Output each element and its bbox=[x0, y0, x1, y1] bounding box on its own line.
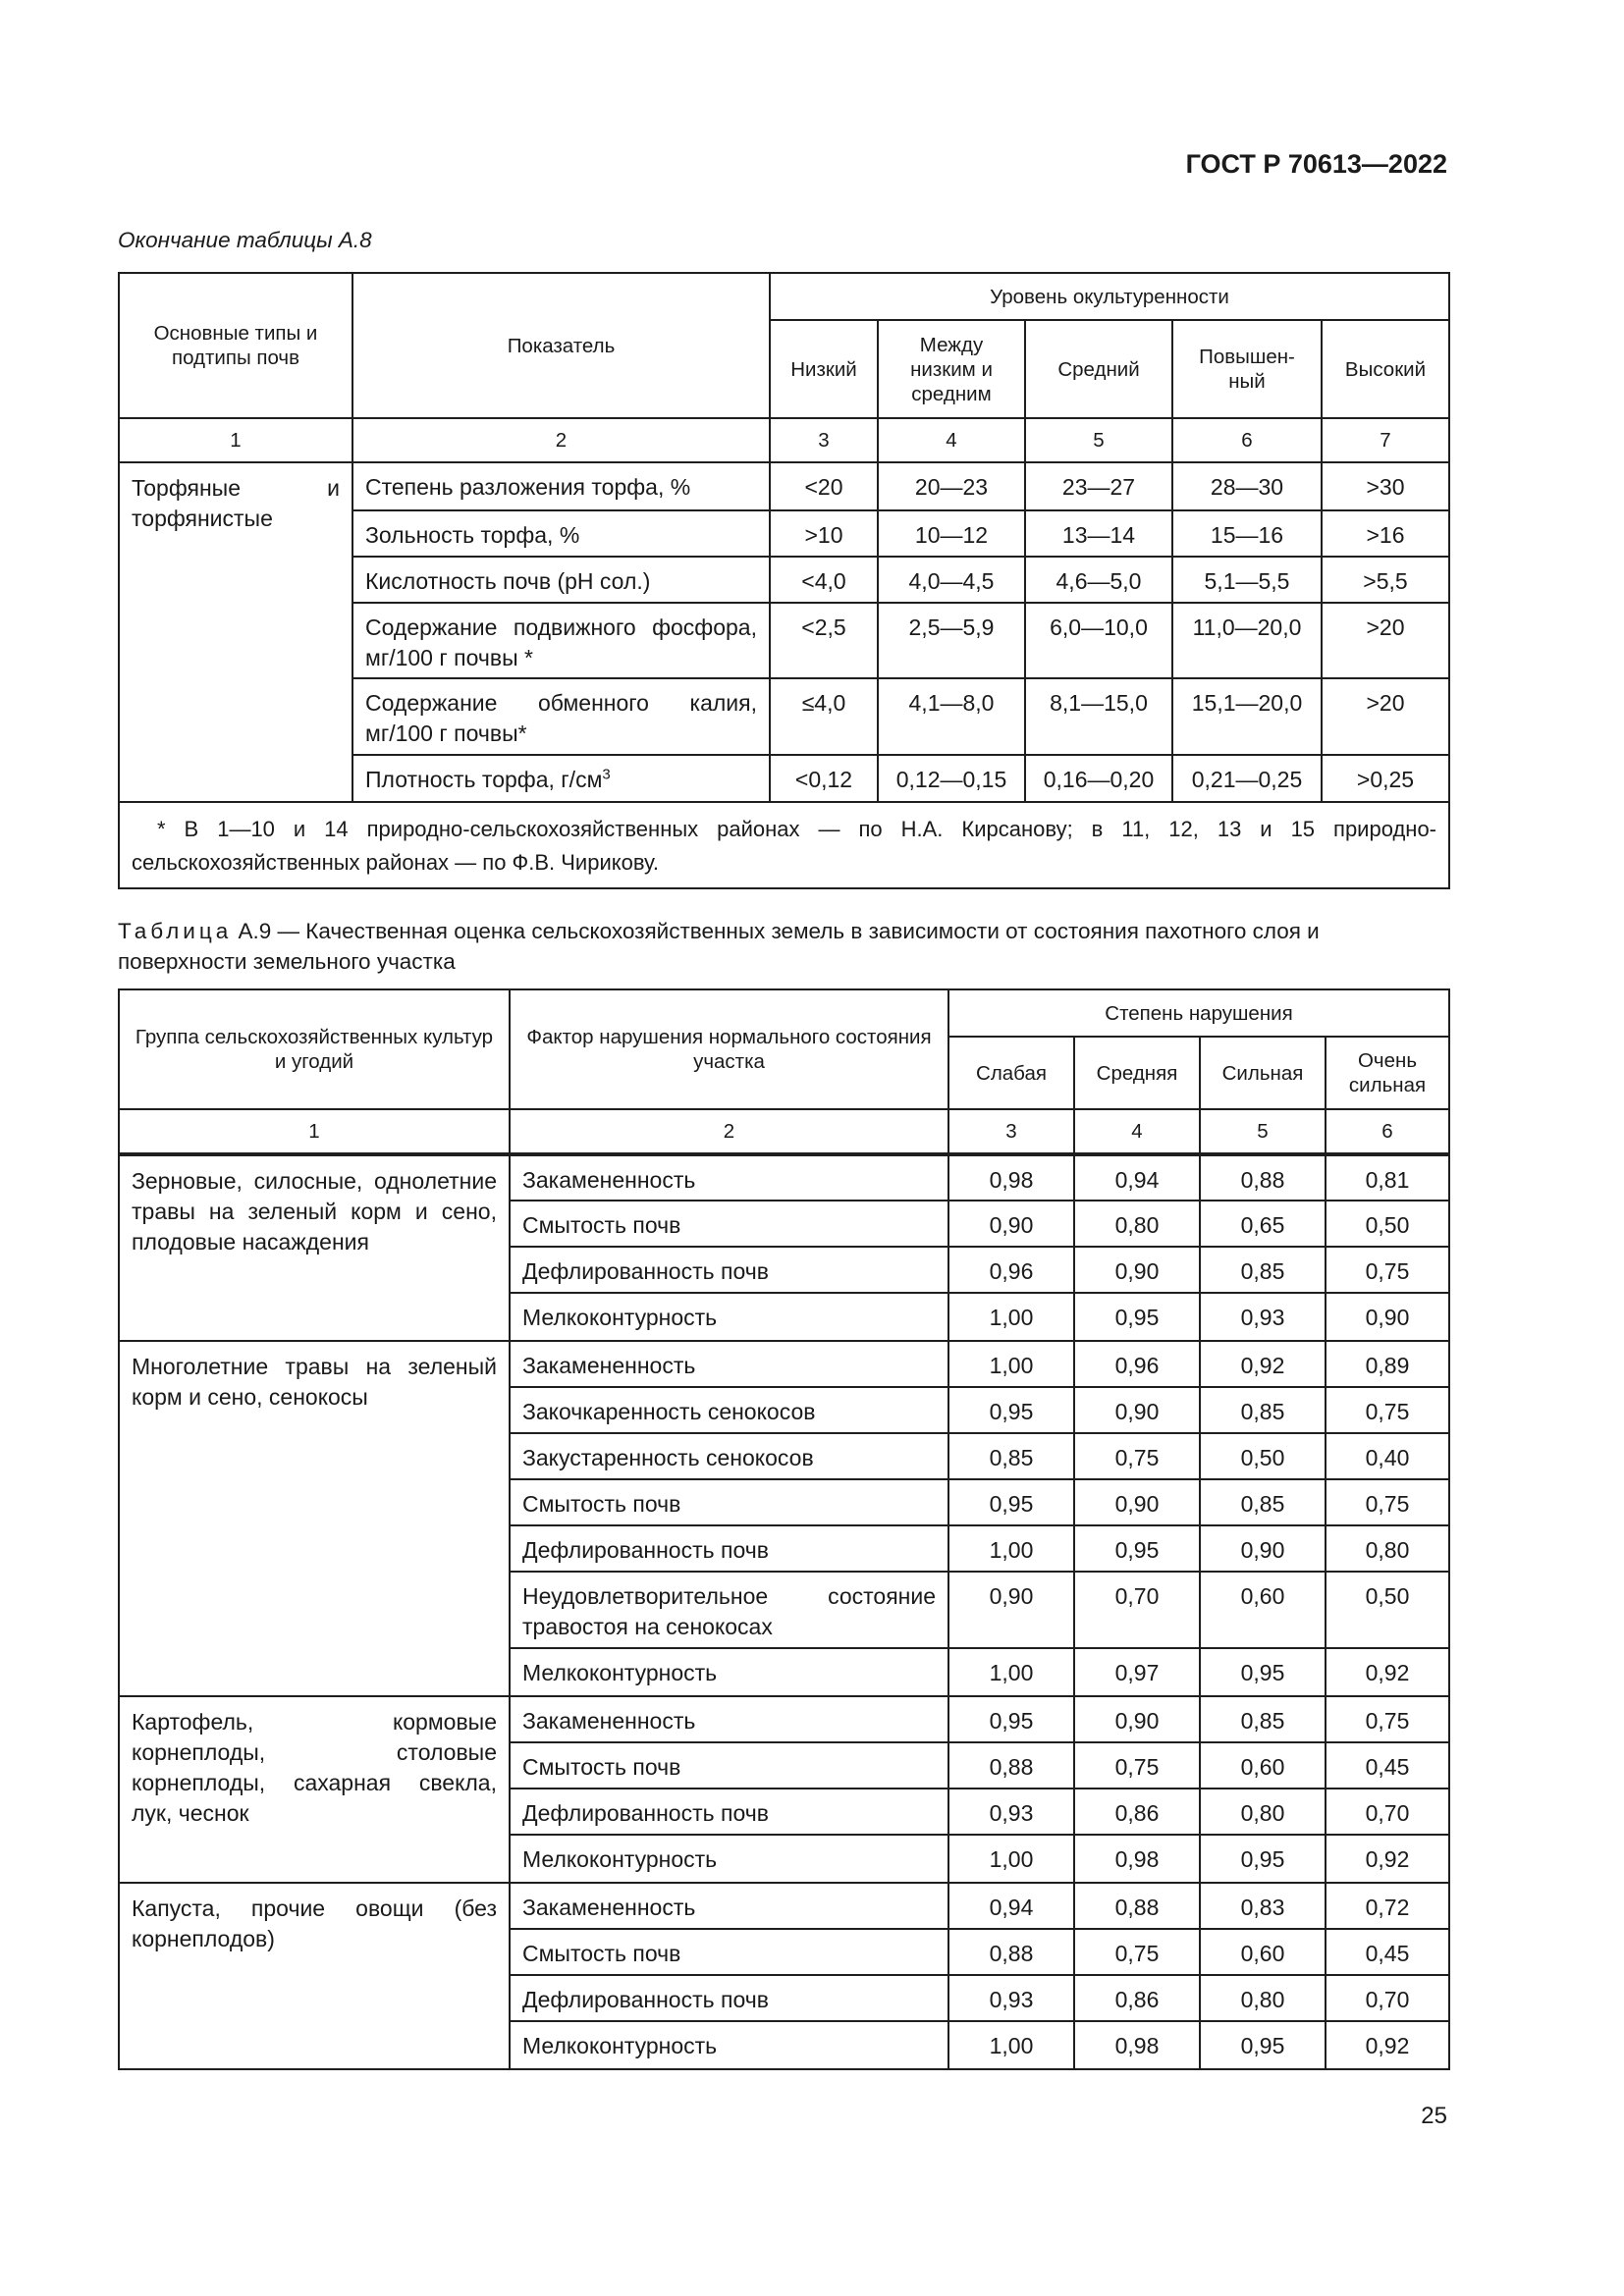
column-number: 2 bbox=[352, 418, 770, 462]
column-number: 2 bbox=[510, 1109, 948, 1154]
coefficient-cell: 0,70 bbox=[1074, 1572, 1200, 1648]
coefficient-cell: 0,75 bbox=[1326, 1696, 1449, 1742]
table-a9-caption bbox=[118, 916, 1443, 977]
indicator-cell bbox=[352, 462, 770, 510]
coefficient-cell: 0,94 bbox=[948, 1883, 1074, 1929]
table-a9-caption-label: Таблица bbox=[118, 919, 233, 943]
coefficient-cell: 0,95 bbox=[1074, 1293, 1200, 1341]
coefficient-cell: 0,70 bbox=[1326, 1975, 1449, 2021]
column-number: 6 bbox=[1326, 1109, 1449, 1154]
violation-factor-cell: Мелкоконтурность bbox=[510, 1648, 948, 1696]
value-cell: >30 bbox=[1322, 462, 1449, 510]
soil-type-label: Торфяные и торфянистые bbox=[132, 475, 340, 531]
indicator-label: Зольность торфа, % bbox=[365, 522, 580, 548]
coefficient-cell: 0,94 bbox=[1074, 1154, 1200, 1201]
coefficient-cell: 0,75 bbox=[1326, 1247, 1449, 1293]
header-level-low: Низкий bbox=[770, 320, 878, 418]
coefficient-cell: 1,00 bbox=[948, 1293, 1074, 1341]
coefficient-cell: 0,90 bbox=[948, 1201, 1074, 1247]
violation-factor-cell: Закамененность bbox=[510, 1883, 948, 1929]
violation-factor-cell: Закамененность bbox=[510, 1696, 948, 1742]
header-crop-group: Группа сельскохозяйственных культур и угодий bbox=[119, 989, 510, 1109]
coefficient-cell: 0,90 bbox=[1074, 1247, 1200, 1293]
coefficient-cell: 0,80 bbox=[1326, 1525, 1449, 1572]
coefficient-cell: 0,88 bbox=[948, 1742, 1074, 1789]
crop-group-label: Картофель, кормовые корнеплоды, столовые корнеплоды, сахарная свекла, лук, чеснок bbox=[132, 1709, 497, 1826]
value-cell: >0,25 bbox=[1322, 755, 1449, 802]
table-row bbox=[119, 1154, 1449, 1201]
coefficient-cell: 0,72 bbox=[1326, 1883, 1449, 1929]
value-cell: <0,12 bbox=[770, 755, 878, 802]
table-a9 bbox=[118, 988, 1450, 2070]
indicator-label: Кислотность почв (pH сол.) bbox=[365, 568, 651, 594]
violation-factor-cell: Мелкоконтурность bbox=[510, 1293, 948, 1341]
coefficient-cell: 0,93 bbox=[948, 1789, 1074, 1835]
coefficient-cell: 0,75 bbox=[1326, 1387, 1449, 1433]
violation-factor-cell: Закустаренность сенокосов bbox=[510, 1433, 948, 1479]
violation-factor-cell: Закамененность bbox=[510, 1341, 948, 1387]
coefficient-cell: 0,86 bbox=[1074, 1975, 1200, 2021]
violation-factor-cell: Дефлированность почв bbox=[510, 1789, 948, 1835]
coefficient-cell: 0,96 bbox=[948, 1247, 1074, 1293]
crop-group-cell bbox=[119, 1341, 510, 1696]
violation-factor-cell: Неудовлетворительное состояние травостоя на сенокосах bbox=[510, 1572, 948, 1648]
crop-group-cell bbox=[119, 1883, 510, 2069]
header-level-low-medium: Между низким и средним bbox=[878, 320, 1025, 418]
coefficient-cell: 0,75 bbox=[1074, 1742, 1200, 1789]
column-numbers-row bbox=[119, 1109, 1449, 1154]
coefficient-cell: 0,80 bbox=[1200, 1975, 1326, 2021]
value-cell: <20 bbox=[770, 462, 878, 510]
indicator-label: Содержание подвижного фосфора, мг/100 г почвы * bbox=[365, 614, 757, 670]
header-soil-types: Основные типы и подтипы почв bbox=[119, 273, 352, 418]
coefficient-cell: 0,60 bbox=[1200, 1929, 1326, 1975]
violation-factor-cell: Смытость почв bbox=[510, 1479, 948, 1525]
header-degree-medium: Средняя bbox=[1074, 1037, 1200, 1109]
header-level: Уровень окультуренности bbox=[770, 273, 1449, 320]
indicator-cell bbox=[352, 678, 770, 755]
crop-group-label: Зерновые, силосные, однолетние травы на зеленый корм и сено, плодовые насаждения bbox=[132, 1168, 497, 1255]
coefficient-cell: 0,75 bbox=[1074, 1929, 1200, 1975]
coefficient-cell: 0,85 bbox=[1200, 1247, 1326, 1293]
value-cell: 23—27 bbox=[1025, 462, 1172, 510]
value-cell: 4,6—5,0 bbox=[1025, 557, 1172, 603]
table-a8 bbox=[118, 272, 1450, 889]
indicator-cell bbox=[352, 603, 770, 678]
coefficient-cell: 0,92 bbox=[1326, 1648, 1449, 1696]
violation-factor-cell: Мелкоконтурность bbox=[510, 2021, 948, 2069]
coefficient-cell: 0,88 bbox=[948, 1929, 1074, 1975]
table-a8-caption: Окончание таблицы А.8 bbox=[118, 228, 372, 252]
value-cell: <4,0 bbox=[770, 557, 878, 603]
crop-group-label: Капуста, прочие овощи (без корнеплодов) bbox=[132, 1896, 497, 1951]
value-cell: 11,0—20,0 bbox=[1172, 603, 1322, 678]
coefficient-cell: 0,85 bbox=[1200, 1696, 1326, 1742]
violation-factor-cell: Смытость почв bbox=[510, 1742, 948, 1789]
coefficient-cell: 1,00 bbox=[948, 1341, 1074, 1387]
value-cell: 10—12 bbox=[878, 510, 1025, 557]
coefficient-cell: 0,89 bbox=[1326, 1341, 1449, 1387]
value-cell: 15—16 bbox=[1172, 510, 1322, 557]
coefficient-cell: 0,65 bbox=[1200, 1201, 1326, 1247]
coefficient-cell: 0,86 bbox=[1074, 1789, 1200, 1835]
header-level-medium: Средний bbox=[1025, 320, 1172, 418]
coefficient-cell: 0,95 bbox=[948, 1696, 1074, 1742]
value-cell: >20 bbox=[1322, 678, 1449, 755]
coefficient-cell: 0,95 bbox=[1200, 1648, 1326, 1696]
indicator-label: Плотность торфа, г/см bbox=[365, 767, 603, 792]
value-cell: 0,16—0,20 bbox=[1025, 755, 1172, 802]
coefficient-cell: 0,95 bbox=[1200, 1835, 1326, 1883]
crop-group-cell bbox=[119, 1154, 510, 1341]
coefficient-cell: 0,90 bbox=[1200, 1525, 1326, 1572]
column-number: 7 bbox=[1322, 418, 1449, 462]
column-number: 4 bbox=[1074, 1109, 1200, 1154]
value-cell: 28—30 bbox=[1172, 462, 1322, 510]
coefficient-cell: 0,80 bbox=[1200, 1789, 1326, 1835]
value-cell: >5,5 bbox=[1322, 557, 1449, 603]
coefficient-cell: 0,50 bbox=[1200, 1433, 1326, 1479]
coefficient-cell: 0,85 bbox=[1200, 1387, 1326, 1433]
coefficient-cell: 0,75 bbox=[1326, 1479, 1449, 1525]
coefficient-cell: 1,00 bbox=[948, 1835, 1074, 1883]
coefficient-cell: 0,75 bbox=[1074, 1433, 1200, 1479]
coefficient-cell: 0,45 bbox=[1326, 1742, 1449, 1789]
value-cell: <2,5 bbox=[770, 603, 878, 678]
value-cell: >16 bbox=[1322, 510, 1449, 557]
header-indicator: Показатель bbox=[352, 273, 770, 418]
coefficient-cell: 0,95 bbox=[1200, 2021, 1326, 2069]
coefficient-cell: 0,93 bbox=[948, 1975, 1074, 2021]
indicator-cell bbox=[352, 510, 770, 557]
header-degree-very-strong: Очень сильная bbox=[1326, 1037, 1449, 1109]
coefficient-cell: 0,96 bbox=[1074, 1341, 1200, 1387]
coefficient-cell: 0,83 bbox=[1200, 1883, 1326, 1929]
value-cell: 15,1—20,0 bbox=[1172, 678, 1322, 755]
table-row bbox=[119, 1883, 1449, 1929]
coefficient-cell: 0,92 bbox=[1326, 2021, 1449, 2069]
coefficient-cell: 0,95 bbox=[948, 1387, 1074, 1433]
header-degree-weak: Слабая bbox=[948, 1037, 1074, 1109]
header-degree-strong: Сильная bbox=[1200, 1037, 1326, 1109]
coefficient-cell: 0,45 bbox=[1326, 1929, 1449, 1975]
coefficient-cell: 0,95 bbox=[1074, 1525, 1200, 1572]
header-violation-factor: Фактор нарушения нормального состояния участка bbox=[510, 989, 948, 1109]
coefficient-cell: 0,92 bbox=[1200, 1341, 1326, 1387]
coefficient-cell: 1,00 bbox=[948, 2021, 1074, 2069]
coefficient-cell: 0,90 bbox=[1074, 1387, 1200, 1433]
coefficient-cell: 0,85 bbox=[948, 1433, 1074, 1479]
violation-factor-cell: Дефлированность почв bbox=[510, 1247, 948, 1293]
coefficient-cell: 0,80 bbox=[1074, 1201, 1200, 1247]
coefficient-cell: 0,98 bbox=[1074, 1835, 1200, 1883]
coefficient-cell: 0,85 bbox=[1200, 1479, 1326, 1525]
coefficient-cell: 0,90 bbox=[1074, 1696, 1200, 1742]
violation-factor-cell: Мелкоконтурность bbox=[510, 1835, 948, 1883]
violation-factor-cell: Закочкаренность сенокосов bbox=[510, 1387, 948, 1433]
coefficient-cell: 0,97 bbox=[1074, 1648, 1200, 1696]
column-number: 4 bbox=[878, 418, 1025, 462]
coefficient-cell: 0,90 bbox=[948, 1572, 1074, 1648]
header-level-elevated: Повышен-ный bbox=[1172, 320, 1322, 418]
table-row bbox=[119, 462, 1449, 510]
value-cell: >20 bbox=[1322, 603, 1449, 678]
header-violation-degree: Степень нарушения bbox=[948, 989, 1449, 1037]
value-cell: 0,21—0,25 bbox=[1172, 755, 1322, 802]
table-row bbox=[119, 1696, 1449, 1742]
coefficient-cell: 0,81 bbox=[1326, 1154, 1449, 1201]
value-cell: 4,1—8,0 bbox=[878, 678, 1025, 755]
violation-factor-cell: Смытость почв bbox=[510, 1929, 948, 1975]
value-cell: 0,12—0,15 bbox=[878, 755, 1025, 802]
indicator-cell bbox=[352, 755, 770, 802]
coefficient-cell: 0,93 bbox=[1200, 1293, 1326, 1341]
coefficient-cell: 1,00 bbox=[948, 1525, 1074, 1572]
column-number: 1 bbox=[119, 1109, 510, 1154]
coefficient-cell: 0,95 bbox=[948, 1479, 1074, 1525]
value-cell: ≤4,0 bbox=[770, 678, 878, 755]
table-a8-footnote: * В 1—10 и 14 природно-сельскохозяйственных районах — по Н.А. Кирсанову; в 11, 12, 13 и 15 природно-сельскохозяйственных районах — по Ф.В. Чирикову. bbox=[119, 802, 1449, 888]
violation-factor-cell: Дефлированность почв bbox=[510, 1975, 948, 2021]
indicator-superscript: 3 bbox=[602, 766, 611, 783]
coefficient-cell: 0,70 bbox=[1326, 1789, 1449, 1835]
column-numbers-row bbox=[119, 418, 1449, 462]
coefficient-cell: 0,90 bbox=[1326, 1293, 1449, 1341]
coefficient-cell: 0,50 bbox=[1326, 1201, 1449, 1247]
value-cell: 5,1—5,5 bbox=[1172, 557, 1322, 603]
column-number: 3 bbox=[948, 1109, 1074, 1154]
violation-factor-cell: Дефлированность почв bbox=[510, 1525, 948, 1572]
value-cell: 20—23 bbox=[878, 462, 1025, 510]
indicator-label: Степень разложения торфа, % bbox=[365, 474, 691, 500]
value-cell: 13—14 bbox=[1025, 510, 1172, 557]
table-row bbox=[119, 1341, 1449, 1387]
indicator-cell bbox=[352, 557, 770, 603]
coefficient-cell: 1,00 bbox=[948, 1648, 1074, 1696]
indicator-label: Содержание обменного калия, мг/100 г почвы* bbox=[365, 690, 757, 746]
violation-factor-cell: Смытость почв bbox=[510, 1201, 948, 1247]
coefficient-cell: 0,40 bbox=[1326, 1433, 1449, 1479]
column-number: 1 bbox=[119, 418, 352, 462]
coefficient-cell: 0,60 bbox=[1200, 1742, 1326, 1789]
column-number: 6 bbox=[1172, 418, 1322, 462]
table-a9-caption-text: А.9 — Качественная оценка сельскохозяйственных земель в зависимости от состояния пахотного слоя и поверхности земельного участка bbox=[118, 919, 1320, 974]
column-number: 5 bbox=[1025, 418, 1172, 462]
coefficient-cell: 0,88 bbox=[1074, 1883, 1200, 1929]
header-level-high: Высокий bbox=[1322, 320, 1449, 418]
page-number: 25 bbox=[1421, 2103, 1447, 2129]
coefficient-cell: 0,98 bbox=[948, 1154, 1074, 1201]
column-number: 3 bbox=[770, 418, 878, 462]
value-cell: 2,5—5,9 bbox=[878, 603, 1025, 678]
coefficient-cell: 0,92 bbox=[1326, 1835, 1449, 1883]
coefficient-cell: 0,50 bbox=[1326, 1572, 1449, 1648]
value-cell: 4,0—4,5 bbox=[878, 557, 1025, 603]
document-code: ГОСТ Р 70613—2022 bbox=[1185, 149, 1447, 179]
crop-group-cell bbox=[119, 1696, 510, 1883]
crop-group-label: Многолетние травы на зеленый корм и сено, сенокосы bbox=[132, 1354, 497, 1410]
coefficient-cell: 0,88 bbox=[1200, 1154, 1326, 1201]
violation-factor-cell: Закамененность bbox=[510, 1154, 948, 1201]
soil-type-cell bbox=[119, 462, 352, 802]
value-cell: >10 bbox=[770, 510, 878, 557]
coefficient-cell: 0,98 bbox=[1074, 2021, 1200, 2069]
value-cell: 6,0—10,0 bbox=[1025, 603, 1172, 678]
value-cell: 8,1—15,0 bbox=[1025, 678, 1172, 755]
coefficient-cell: 0,60 bbox=[1200, 1572, 1326, 1648]
coefficient-cell: 0,90 bbox=[1074, 1479, 1200, 1525]
column-number: 5 bbox=[1200, 1109, 1326, 1154]
